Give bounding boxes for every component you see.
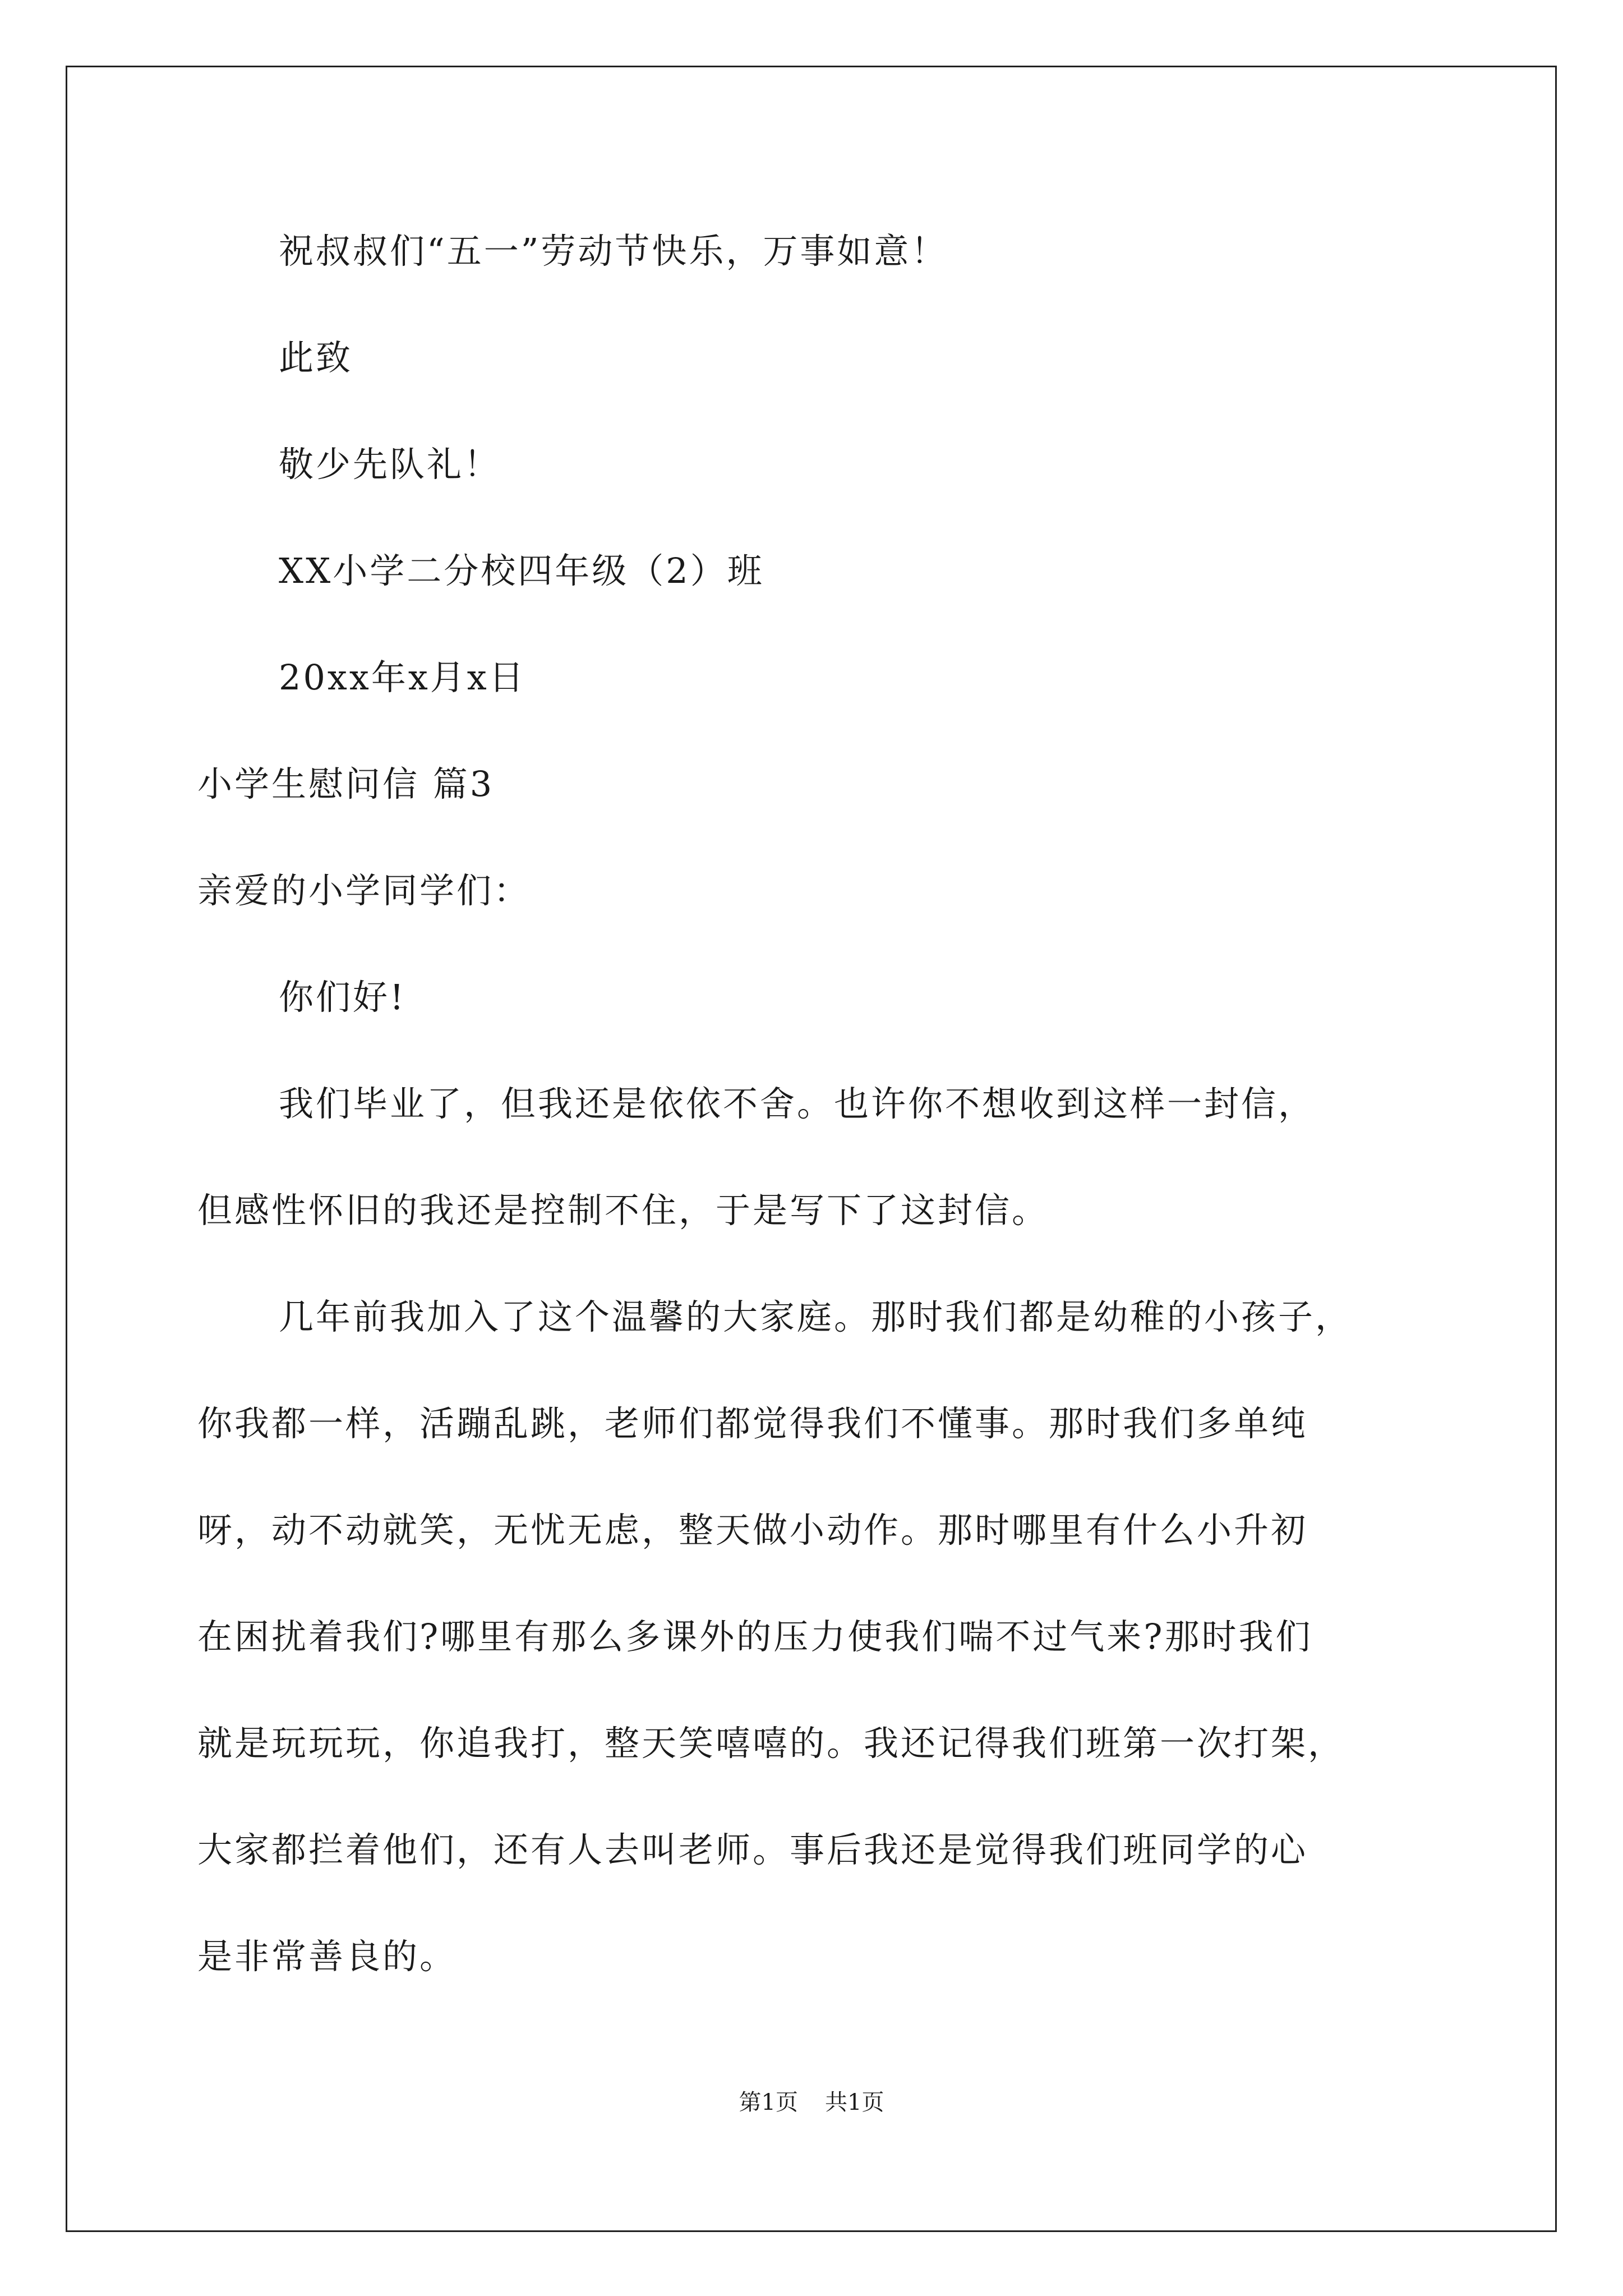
page-number: 第1页	[739, 2090, 798, 2115]
page-footer	[0, 2086, 1623, 2119]
hello-line: 你们好!	[279, 977, 406, 1018]
page-total: 共1页	[825, 2090, 884, 2115]
paragraph-line: 在困扰着我们?哪里有那么多课外的压力使我们喘不过气来?那时我们	[197, 1616, 1313, 1657]
closing-wish: 祝叔叔们“五一”劳动节快乐，万事如意！	[279, 231, 948, 272]
signature-date: 20xx年x月x日	[279, 657, 526, 698]
paragraph-line: 几年前我加入了这个温馨的大家庭。那时我们都是幼稚的小孩子，	[279, 1296, 1353, 1337]
greeting-line: 亲爱的小学同学们：	[197, 870, 531, 911]
paragraph-line: 但感性怀旧的我还是控制不住，于是写下了这封信。	[197, 1190, 1049, 1231]
paragraph-line: 我们毕业了，但我还是依依不舍。也许你不想收到这样一封信，	[279, 1083, 1316, 1124]
paragraph-line: 呀，动不动就笑，无忧无虑，整天做小动作。那时哪里有什么小升初	[197, 1510, 1308, 1550]
paragraph-line: 就是玩玩玩，你追我打，整天笑嘻嘻的。我还记得我们班第一次打架，	[197, 1723, 1345, 1764]
salutation-cizhi: 此致	[279, 337, 353, 378]
signature-class: XX小学二分校四年级（2）班	[279, 550, 764, 591]
paragraph-line: 你我都一样，活蹦乱跳，老师们都觉得我们不懂事。那时我们多单纯	[197, 1403, 1308, 1444]
paragraph-line: 是非常善良的。	[197, 1936, 457, 1977]
salute-line: 敬少先队礼！	[279, 444, 501, 485]
paragraph-line: 大家都拦着他们，还有人去叫老师。事后我还是觉得我们班同学的心	[197, 1829, 1308, 1870]
page-border	[66, 66, 1557, 2232]
section-heading: 小学生慰问信 篇3	[197, 763, 495, 804]
